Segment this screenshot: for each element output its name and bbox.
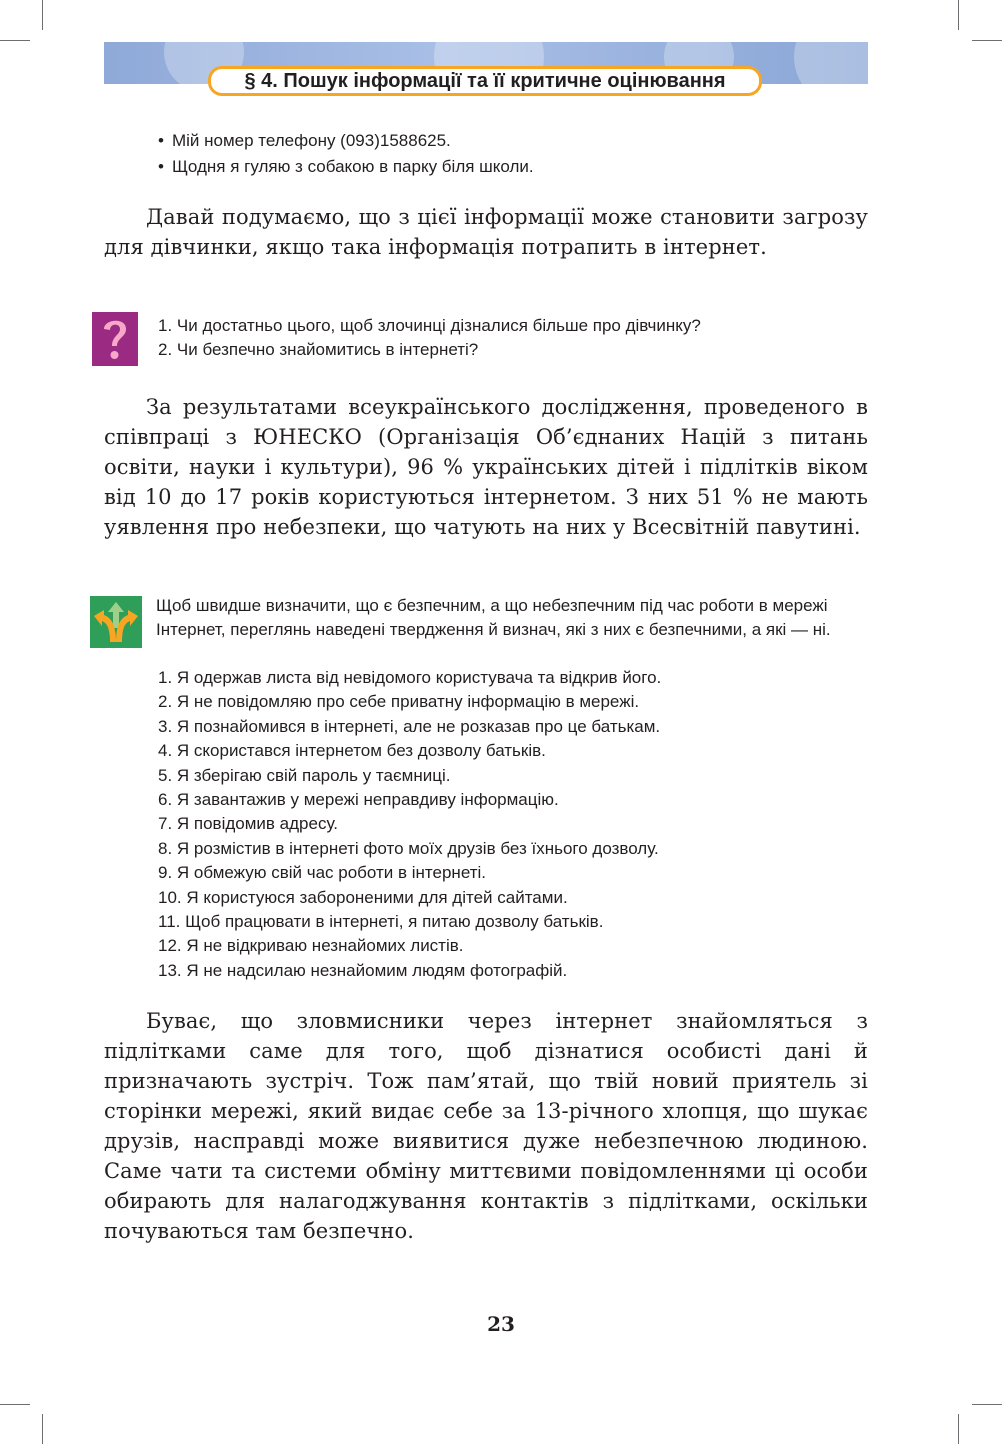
crop-mark [42,0,43,30]
crop-mark [958,1414,959,1444]
paragraph-research: За результатами всеукраїнського дослідження, проведеного в співпраці з ЮНЕСКО (Організація Об’єднаних Націй з питань освіти, науки і культури), 96 % українських дітей і підлітків віком від 10 до 17 років користуються інтернетом. З них 51 % не мають уявлення про небезпеки, що чатують на них у Всесвітній павутині. [104,395,868,539]
list-item: 12. Я не відкриваю незнайомих листів. [158,936,464,956]
page-number: 23 [487,1312,515,1336]
crossroads-arrows-icon [90,596,142,648]
list-item: 1. Чи достатньо цього, щоб злочинці дізналися більше про дівчинку? [158,316,701,335]
list-item: 4. Я скористався інтернетом без дозволу батьків. [158,741,546,761]
crop-mark [0,1404,30,1405]
list-item: • Мій номер телефону (093)1588625. [158,128,534,154]
questions-list [158,314,701,362]
question-mark-icon [92,312,138,366]
crop-mark [972,1404,1002,1405]
crop-mark [972,40,1002,41]
list-item: 8. Я розмістив в інтернеті фото моїх друзів без їхнього дозволу. [158,838,659,858]
list-item: 10. Я користуюся забороненими для дітей сайтами. [158,887,568,907]
list-item: 1. Я одержав листа від невідомого користувача та відкрив його. [158,668,662,687]
paragraph-warning: Буває, що зловмисники через інтернет знайомляться з підлітками саме для того, щоб дізнатися особисті дані й призначають зустріч. Тож пам’ятай, що твій новий приятель зі сторінки мережі, який видає себе за 13-річного хлопця, що шукає друзів, насправді може виявитися дуже небезпечною людиною. Саме чати та системи обміну миттєвими повідомленнями ці особи обирають для налагоджування контактів з підлітками, оскільки почуваються там безпечно. [104,1009,868,1243]
crop-mark [958,0,959,30]
list-item: 13. Я не надсилаю незнайомим людям фотографій. [158,960,568,980]
list-item: 7. Я повідомив адресу. [158,814,338,834]
section-title: § 4. Пошук інформації та її критичне оцінювання [208,66,762,96]
statements-list [158,666,661,983]
list-item: 9. Я обмежую свій час роботи в інтернеті. [158,863,486,883]
list-item: 5. Я зберігаю свій пароль у таємниці. [158,765,451,785]
list-item: 11. Щоб працювати в інтернеті, я питаю дозволу батьків. [158,912,604,932]
crop-mark [0,40,30,41]
crop-mark [42,1414,43,1444]
list-item: 2. Чи безпечно знайомитись в інтернеті? [158,340,479,359]
list-item: • Щодня я гуляю з собакою в парку біля школи. [158,154,534,180]
decor-bubble [794,42,868,84]
list-item: 6. Я завантажив у мережі неправдиву інформацію. [158,790,559,810]
paragraph-think: Давай подумаємо, що з цієї інформації може становити загрозу для дівчинки, якщо така інформація потрапить в інтернет. [104,205,868,259]
task-intro: Щоб швидше визначити, що є безпечним, а що небезпечним під час роботи в мережі Інтернет, переглянь наведені твердження й визнач, які з них є безпечними, а які — ні. [156,596,831,639]
list-item: 2. Я не повідомляю про себе приватну інформацію в мережі. [158,692,640,712]
personal-info-list [158,128,534,180]
list-item: 3. Я познайомився в інтернеті, але не розказав про це батькам. [158,716,661,736]
